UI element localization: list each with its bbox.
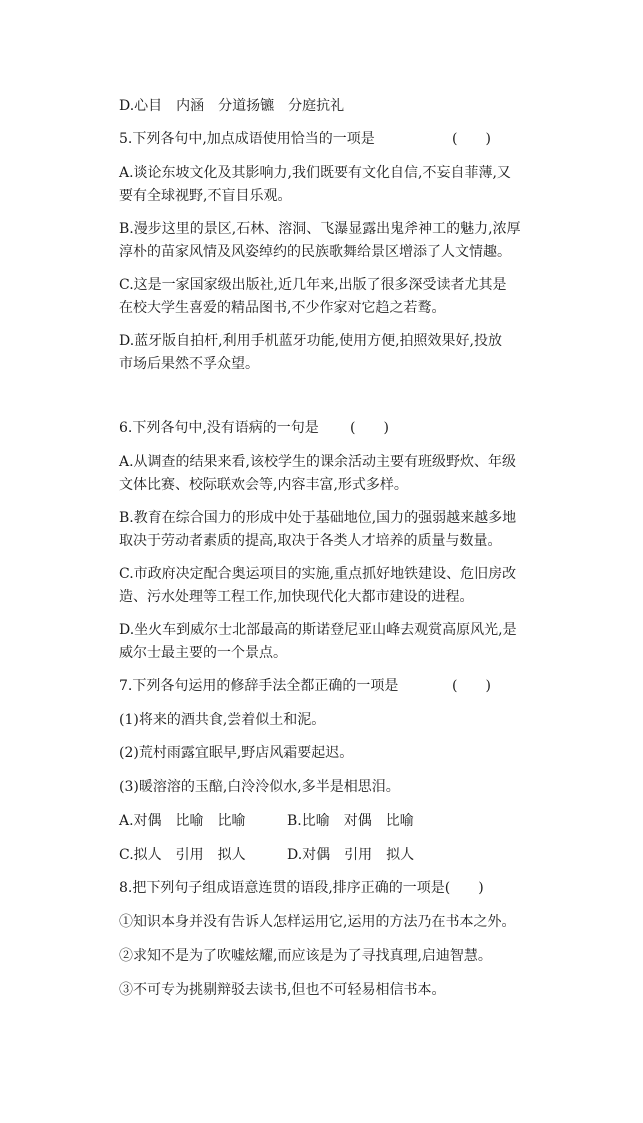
q8-stem: 8.把下列句子组成语意连贯的语段,排序正确的一项是( ) [119, 880, 484, 896]
q5-option-a-line2: 要有全球视野,不盲目乐观。 [119, 188, 292, 204]
q7-item-1: (1)将来的酒共食,尝着似土和泥。 [119, 712, 326, 728]
q8-item-1: ①知识本身并没有告诉人怎样运用它,运用的方法乃在书本之外。 [119, 914, 516, 930]
q6-option-a-line1: A.从调查的结果来看,该校学生的课余活动主要有班级野炊、年级 [119, 454, 517, 470]
q5-option-b-line1: B.漫步这里的景区,石林、溶洞、飞瀑显露出鬼斧神工的魅力,浓厚 [119, 221, 521, 237]
q8-item-3: ③不可专为挑剔辩驳去读书,但也不可轻易相信书本。 [119, 982, 446, 998]
q5-stem: 5.下列各句中,加点成语使用恰当的一项是 [119, 131, 375, 147]
q7-answer-paren: ( ) [452, 678, 491, 694]
q7-stem: 7.下列各句运用的修辞手法全都正确的一项是 [119, 678, 399, 694]
q5-option-b-line2: 淳朴的苗家风情及风姿绰约的民族歌舞给景区增添了人文情趣。 [119, 244, 511, 260]
q6-stem: 6.下列各句中,没有语病的一句是 [119, 420, 319, 436]
q6-option-b-line1: B.教育在综合国力的形成中处于基础地位,国力的强弱越来越多地 [119, 510, 517, 526]
q5-option-d-line1: D.蓝牙版自拍杆,利用手机蓝牙功能,使用方便,拍照效果好,投放 [119, 333, 502, 349]
q7-item-3: (3)暖溶溶的玉醅,白泠泠似水,多半是相思泪。 [119, 779, 400, 795]
q7-choice-c: C.拟人 引用 拟人 [119, 847, 246, 863]
q6-option-c-line1: C.市政府决定配合奥运项目的实施,重点抓好地铁建设、危旧房改 [119, 566, 517, 582]
q6-option-b-line2: 取决于劳动者素质的提高,取决于各类人才培养的质量与数量。 [119, 533, 502, 549]
q6-option-a-line2: 文体比赛、校际联欢会等,内容丰富,形式多样。 [119, 477, 408, 493]
q6-option-d-line1: D.坐火车到威尔士北部最高的斯诺登尼亚山峰去观赏高原风光,是 [119, 622, 517, 638]
q5-option-a-line1: A.谈论东坡文化及其影响力,我们既要有文化自信,不妄自菲薄,又 [119, 165, 511, 181]
q7-choice-b: B.比喻 对偶 比喻 [287, 813, 414, 829]
q7-choice-a: A.对偶 比喻 比喻 [119, 813, 246, 829]
q8-item-2: ②求知不是为了吹嘘炫耀,而应该是为了寻找真理,启迪智慧。 [119, 948, 492, 964]
q4-option-d: D.心目 内涵 分道扬镳 分庭抗礼 [119, 98, 345, 114]
q6-option-c-line2: 造、污水处理等工程工作,加快现代化大都市建设的进程。 [119, 589, 474, 605]
q5-option-c-line1: C.这是一家国家级出版社,近几年来,出版了很多深受读者尤其是 [119, 277, 507, 293]
q7-item-2: (2)荒村雨露宜眠早,野店风霜要起迟。 [119, 745, 354, 761]
q6-answer-paren: ( ) [350, 420, 389, 436]
q5-option-c-line2: 在校大学生喜爱的精品图书,不少作家对它趋之若鹜。 [119, 300, 446, 316]
q5-option-d-line2: 市场后果然不孚众望。 [119, 356, 259, 372]
q5-answer-paren: ( ) [452, 131, 491, 147]
q6-option-d-line2: 威尔士最主要的一个景点。 [119, 645, 287, 661]
q7-choice-d: D.对偶 引用 拟人 [287, 847, 415, 863]
